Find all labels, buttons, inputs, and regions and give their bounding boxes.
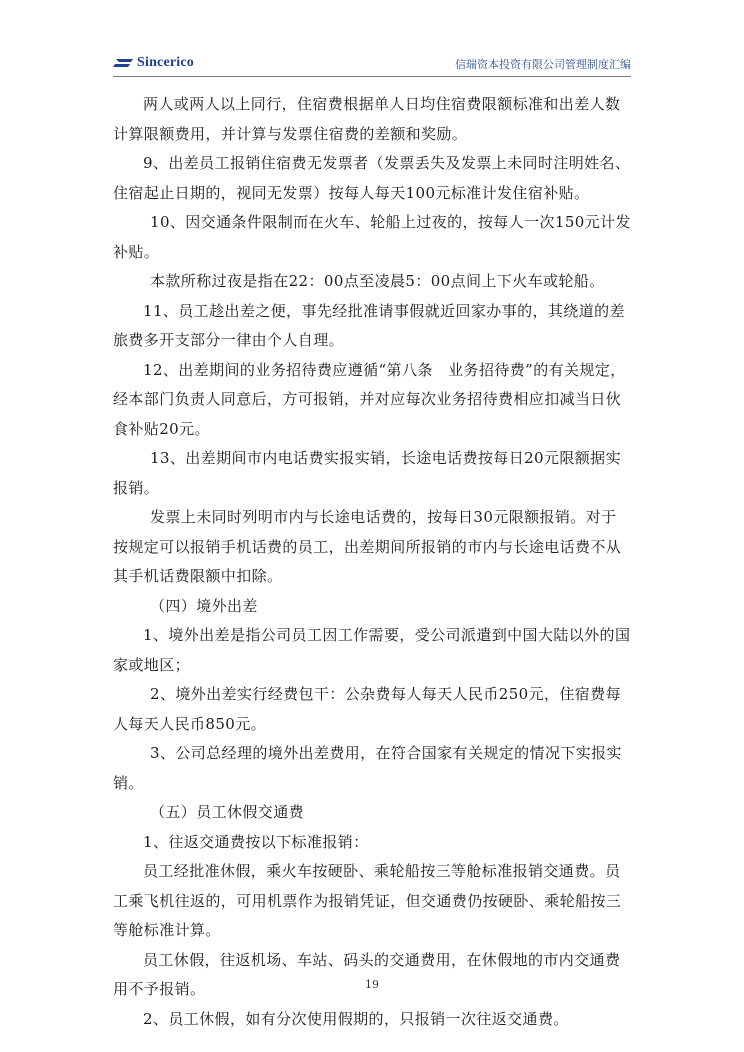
logo-mark-icon — [113, 55, 135, 71]
section-heading: （四）境外出差 — [150, 596, 258, 615]
paragraph: 10、因交通条件限制而在火车、轮船上过夜的，按每人一次150元计发补贴。 — [113, 213, 631, 261]
paragraph: 3、公司总经理的境外出差费用，在符合国家有关规定的情况下实报实销。 — [113, 744, 622, 792]
paragraph: 两人或两人以上同行，住宿费根据单人日均住宿费限额标准和出差人数计算限额费用，并计算与发票住宿费的差额和奖励。 — [113, 95, 621, 143]
logo-text: Sincerico — [137, 55, 195, 70]
page-header — [113, 52, 631, 77]
paragraph: 9、出差员工报销住宿费无发票者（发票丢失及发票上未同时注明姓名、住宿起止日期的，视同无发票）按每人每天100元标准计发住宿补贴。 — [113, 154, 631, 202]
paragraph: 员工休假，往返机场、车站、码头的交通费用，在休假地的市内交通费用不予报销。 — [113, 950, 621, 998]
paragraph: 11、员工趁出差之便，事先经批准请事假就近回家办事的，其绕道的差旅费多开支部分一律由个人自理。 — [113, 301, 625, 349]
paragraph: 12、出差期间的业务招待费应遵循“第八条 业务招待费”的有关规定，经本部门负责人同意后，方可报销，并对应每次业务招待费相应扣减当日伙食补贴20元。 — [113, 360, 626, 438]
paragraph: 本款所称过夜是指在22：00点至凌晨5：00点间上下火车或轮船。 — [150, 272, 605, 290]
paragraph: 员工经批准休假，乘火车按硬卧、乘轮船按三等舱标准报销交通费。员工乘飞机往返的，可用机票作为报销凭证，但交通费仍按硬卧、乘轮船按三等舱标准计算。 — [113, 862, 622, 939]
paragraph: 13、出差期间市内电话费实报实销，长途电话费按每日20元限额据实报销。 — [113, 449, 621, 497]
document-body — [113, 90, 631, 1034]
company-logo — [113, 53, 194, 73]
paragraph: 1、境外出差是指公司员工因工作需要，受公司派遣到中国大陆以外的国家或地区； — [113, 626, 631, 674]
paragraph: 2、境外出差实行经费包干：公杂费每人每天人民币250元，住宿费每人每天人民币850元。 — [113, 685, 621, 733]
header-title: 信瑞资本投资有限公司管理制度汇编 — [455, 58, 631, 71]
page-number: 19 — [365, 978, 379, 991]
paragraph: 2、员工休假，如有分次使用假期的，只报销一次往返交通费。 — [143, 1009, 569, 1028]
section-heading: （五）员工休假交通费 — [150, 803, 305, 821]
paragraph: 1、往返交通费按以下标准报销： — [143, 832, 369, 851]
paragraph: 发票上未同时列明市内与长途电话费的，按每日30元限额报销。对于按规定可以报销手机话费的员工，出差期间所报销的市内与长途电话费不从其手机话费限额中扣除。 — [113, 508, 622, 585]
